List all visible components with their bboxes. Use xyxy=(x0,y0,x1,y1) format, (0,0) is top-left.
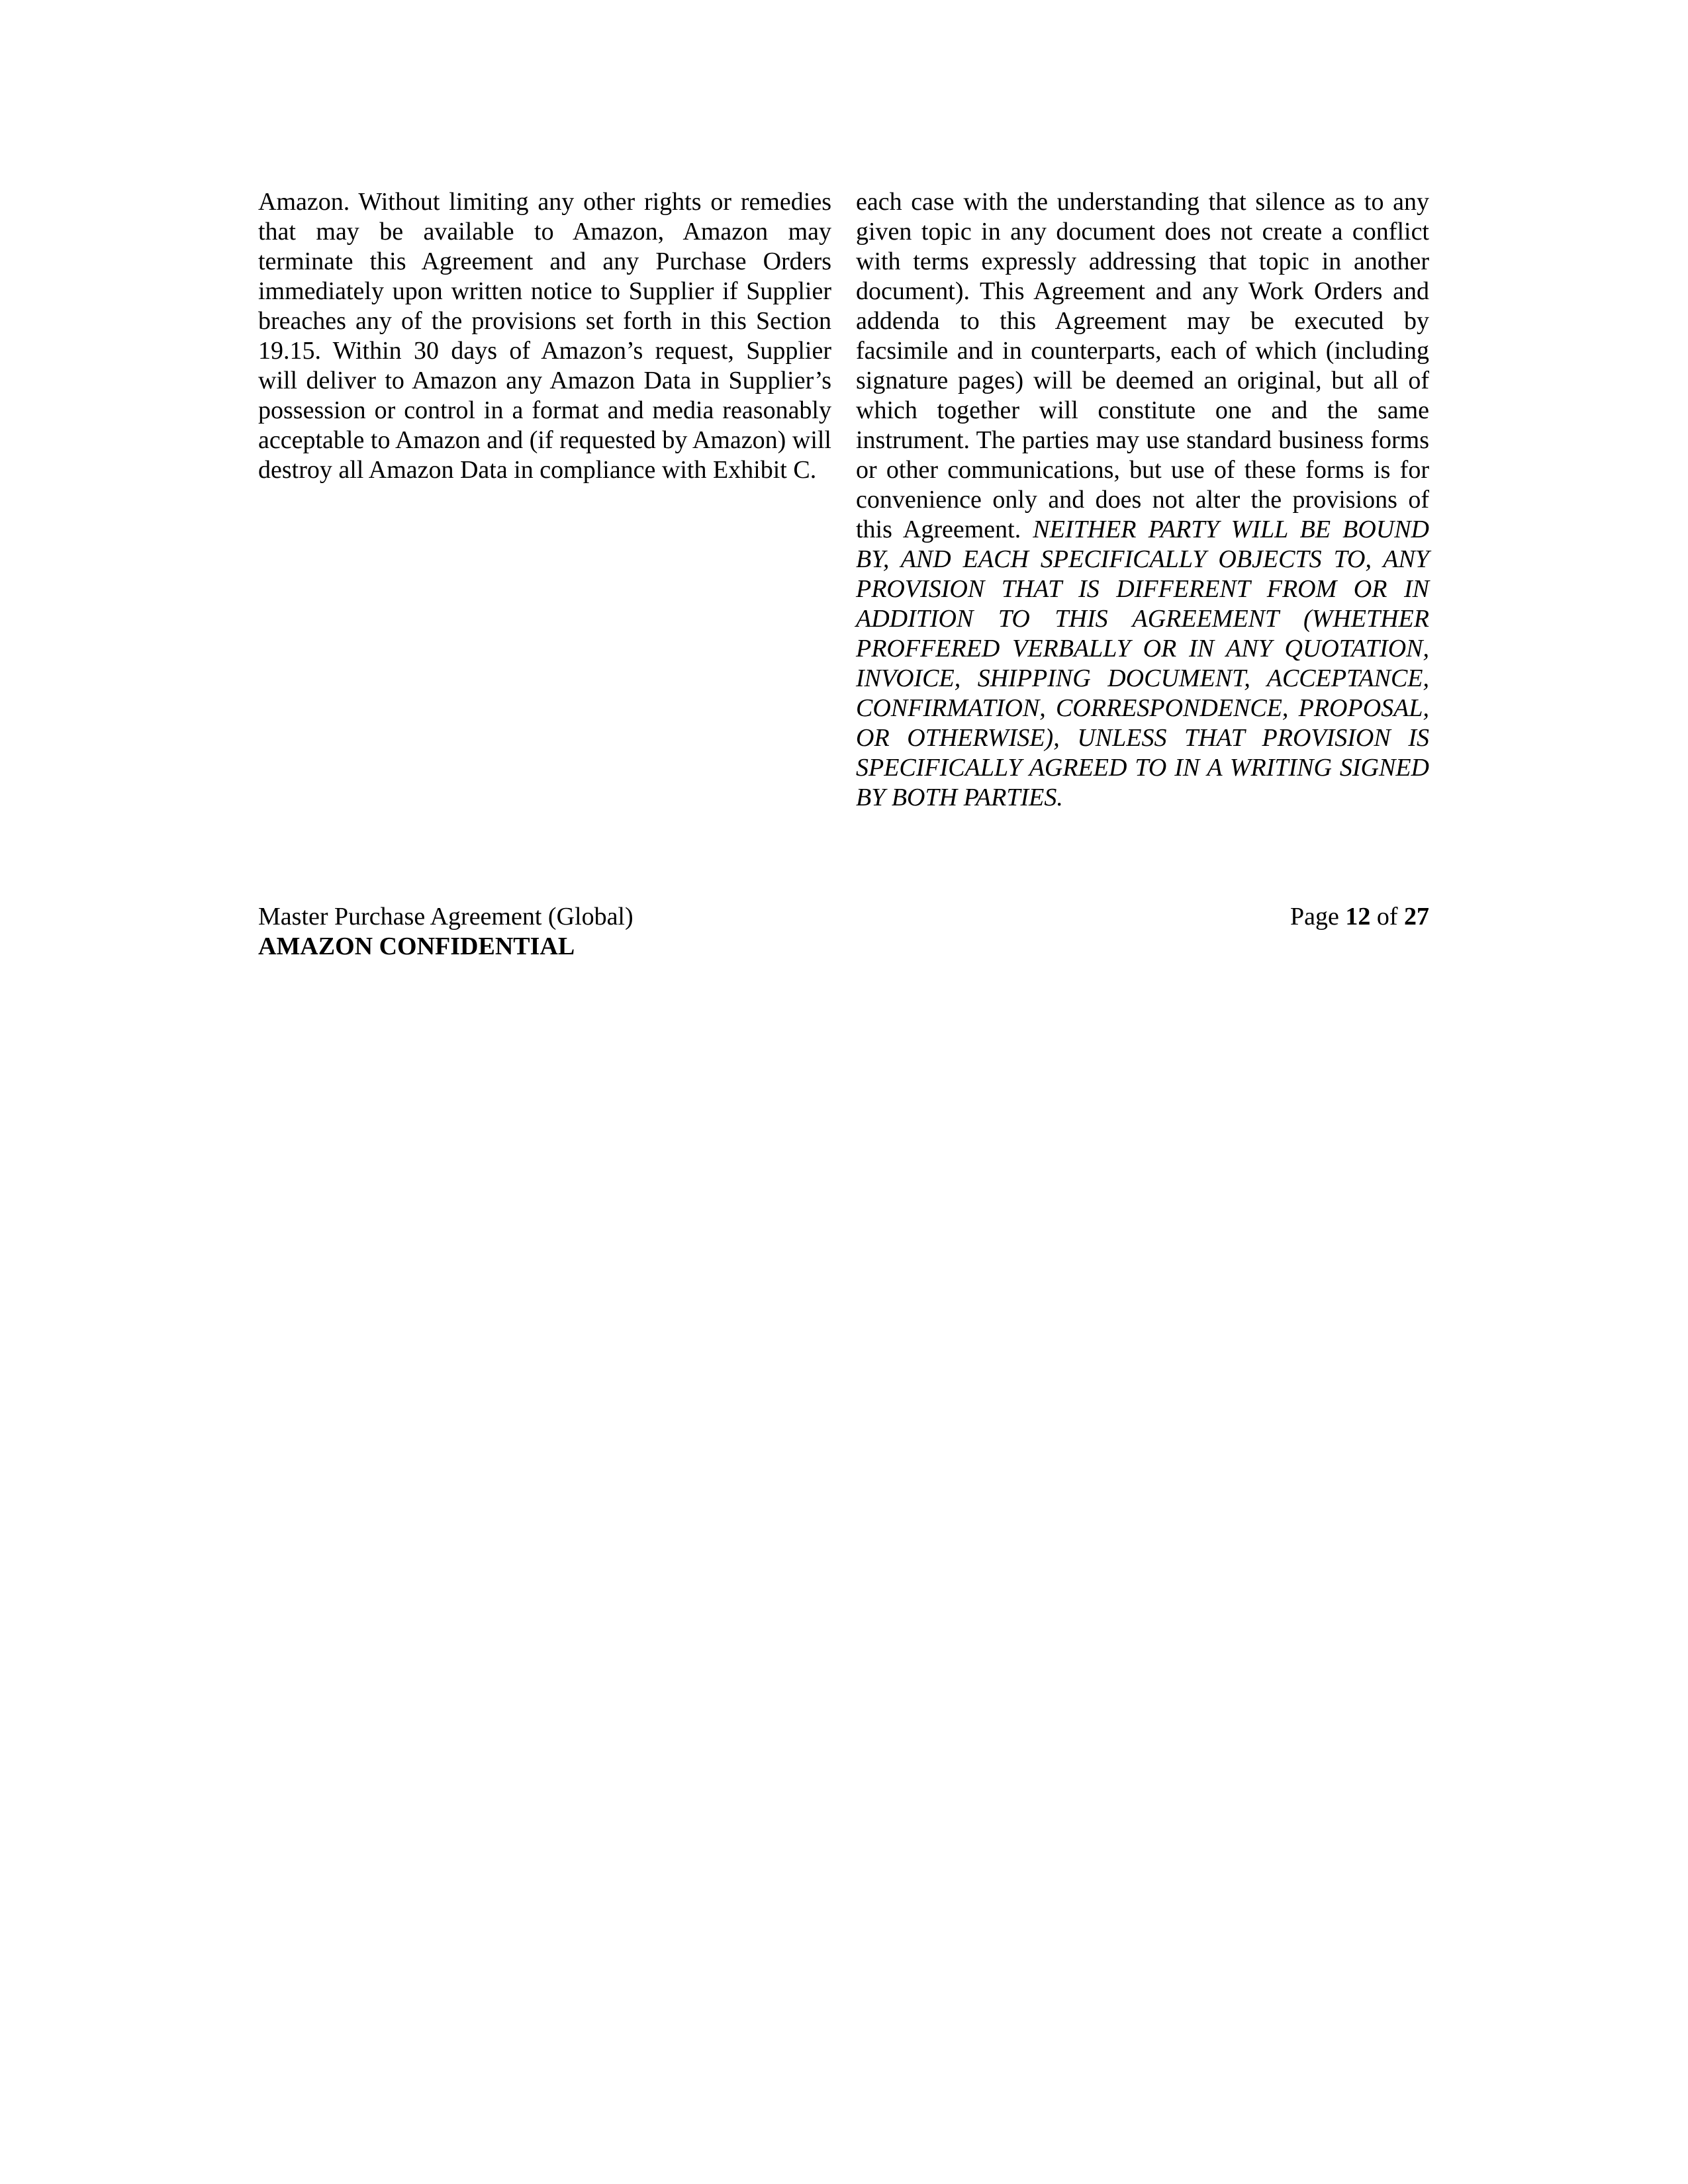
footer-document-title: Master Purchase Agreement (Global) xyxy=(258,903,633,931)
footer-confidential-label: AMAZON CONFIDENTIAL xyxy=(258,933,575,960)
page-number-prefix: Page xyxy=(1289,903,1346,931)
right-column-italic-caps-text: NEITHER PARTY WILL BE BOUND BY, AND EACH SPECIFICALLY OBJECTS TO, ANY PROVISION THAT IS DIFFERENT FROM OR IN ADDITION TO THIS AGREEMENT (WHETHER PROFFERED VERBALLY OR IN ANY QUOTATION, INVOICE, SHIPPING DOCUMENT, ACCEPTANCE, CONFIRMATION, CORRESPONDENCE, PROPOSAL, OR OTHERWISE), UNLESS THAT PROVISION IS SPECIFICALLY AGREED TO IN A WRITING SIGNED BY BOTH PARTIES. xyxy=(856,516,1429,811)
right-column-plain-text: each case with the understanding that silence as to any given topic in any document does not create a conflict with terms expressly addressing that topic in another document). This Agreement and any Work Orders and addenda to this Agreement may be executed by facsimile and in counterparts, each of which (including signature pages) will be deemed an original, but all of which together will constitute one and the same instrument. The parties may use standard business forms or other communications, but use of these forms is for convenience only and does not alter the provisions of this Agreement. xyxy=(856,188,1429,543)
page-number-current: 12 xyxy=(1345,903,1371,931)
right-column xyxy=(856,187,1429,813)
page-number-total: 27 xyxy=(1404,903,1429,931)
right-column-paragraph xyxy=(856,187,1429,813)
page-number-of: of xyxy=(1370,903,1404,931)
left-column xyxy=(258,187,831,485)
footer-left xyxy=(258,902,633,962)
page-number xyxy=(1059,902,1429,932)
left-column-paragraph: Amazon. Without limiting any other rights or remedies that may be available to Amazon, Amazon may terminate this Agreement and any Purchase Orders immediately upon written notice to Supplier if Supplier breaches any of the provisions set forth in this Section 19.15. Within 30 days of Amazon’s request, Supplier will deliver to Amazon any Amazon Data in Supplier’s possession or control in a format and media reasonably acceptable to Amazon and (if requested by Amazon) will destroy all Amazon Data in compliance with Exhibit C. xyxy=(258,188,831,484)
